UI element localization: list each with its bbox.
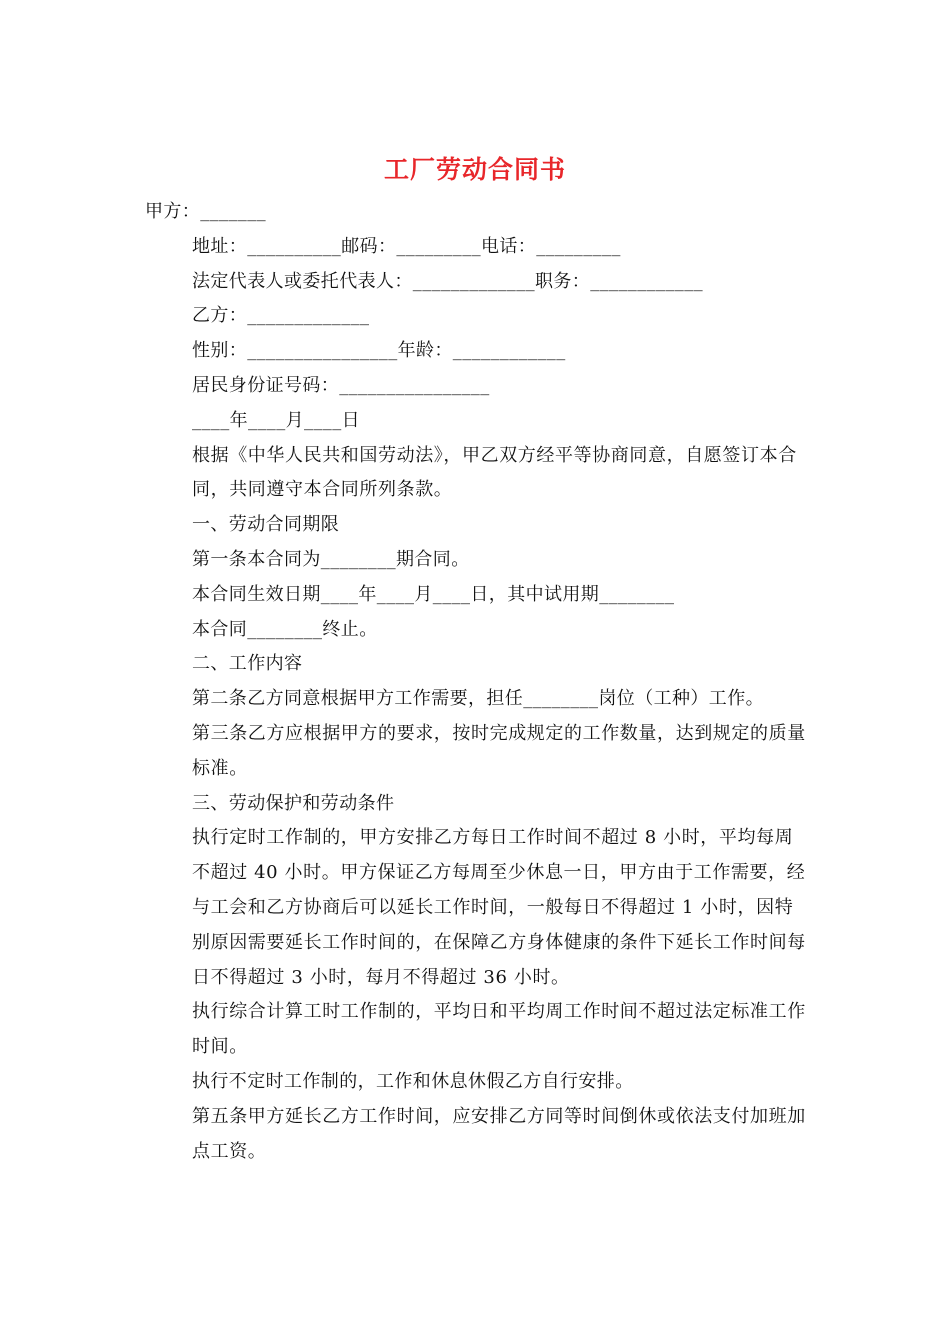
paragraph-line: 第五条甲方延长乙方工作时间，应安排乙方同等时间倒休或依法支付加班加点工资。 <box>192 1105 806 1162</box>
paragraph-line: 居民身份证号码：________________ <box>192 374 490 396</box>
paragraph-line: 第二条乙方同意根据甲方工作需要，担任________岗位（工种）工作。 <box>192 688 764 710</box>
paragraph-line: 执行不定时工作制的，工作和休息休假乙方自行安排。 <box>192 1070 634 1092</box>
paragraph-line: 执行综合计算工时工作制的，平均日和平均周工作时间不超过法定标准工作时间。 <box>192 1001 806 1058</box>
document-body <box>145 195 810 1169</box>
paragraph-line: 三、劳动保护和劳动条件 <box>192 792 395 814</box>
paragraph-line: 执行定时工作制的，甲方安排乙方每日工作时间不超过 8 小时，平均每周不超过 40 小时。甲方保证乙方每周至少休息一日，甲方由于工作需要，经与工会和乙方协商后可以延长工作时间，一般每日不得超过 1 小时，因特别原因需要延长工作时间的，在保障乙方身体健康的条件下延长工作时间每日不得超过 3 小时，每月不得超过 36 小时。 <box>192 827 806 988</box>
paragraph-line: ____年____月____日 <box>192 409 360 431</box>
paragraph-line: 乙方：_____________ <box>192 305 370 327</box>
paragraph-line: 第三条乙方应根据甲方的要求，按时完成规定的工作数量，达到规定的质量标准。 <box>192 722 806 779</box>
paragraph-line: 地址：__________邮码：_________电话：_________ <box>192 235 621 257</box>
paragraph-line: 性别：________________年龄：____________ <box>192 340 566 362</box>
paragraph-line: 二、工作内容 <box>192 653 303 675</box>
paragraph-line: 本合同________终止。 <box>192 618 378 640</box>
paragraph-line: 本合同生效日期____年____月____日，其中试用期________ <box>192 583 675 605</box>
paragraph-line: 一、劳动合同期限 <box>192 514 340 536</box>
paragraph-line: 根据《中华人民共和国劳动法》，甲乙双方经平等协商同意，自愿签订本合同，共同遵守本合同所列条款。 <box>192 444 797 501</box>
paragraph-line: 甲方：_______ <box>145 201 266 222</box>
paragraph-line: 第一条本合同为________期合同。 <box>192 548 470 570</box>
paragraph-line: 法定代表人或委托代表人：_____________职务：____________ <box>192 270 703 292</box>
document-title: 工厂劳动合同书 <box>383 155 566 184</box>
